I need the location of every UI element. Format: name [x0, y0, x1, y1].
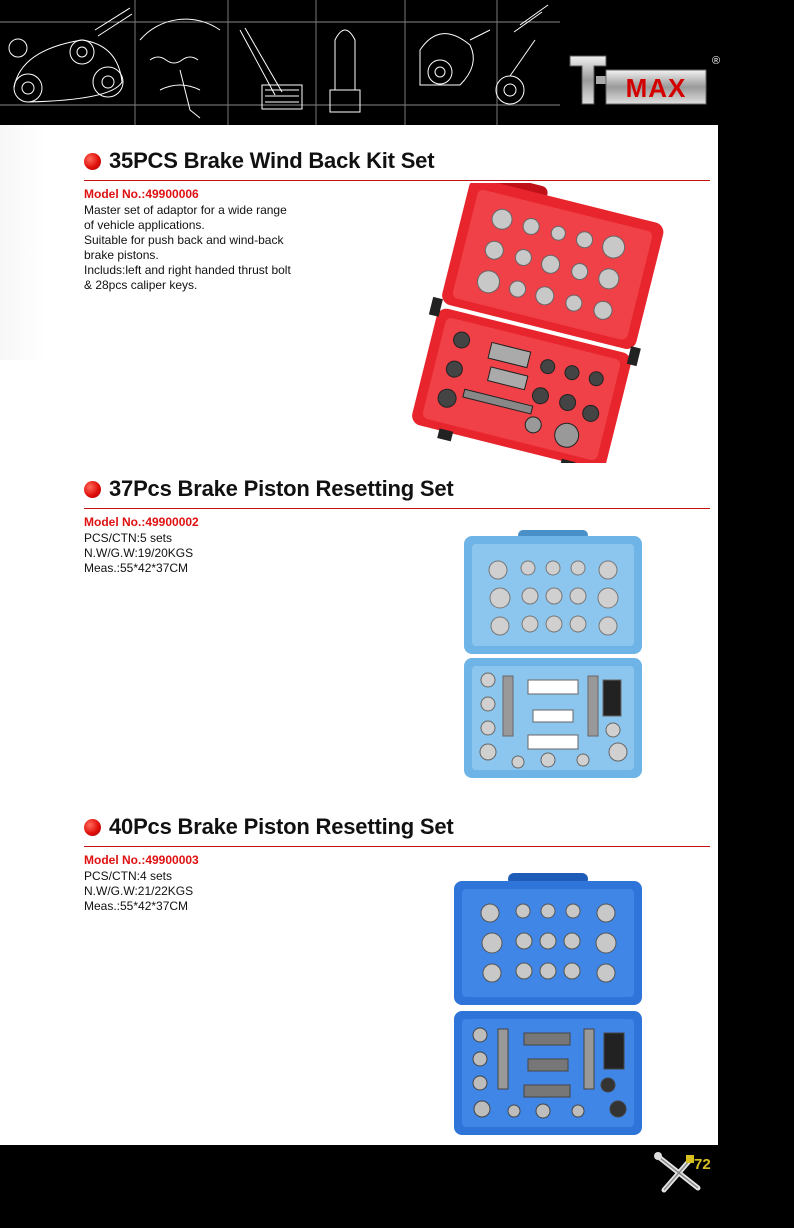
page-number: 72 [694, 1156, 711, 1173]
product-title: 40Pcs Brake Piston Resetting Set [84, 814, 454, 840]
model-number: Model No.:49900003 [84, 853, 199, 867]
title-divider [84, 846, 710, 847]
product-title: 37Pcs Brake Piston Resetting Set [84, 476, 454, 502]
title-divider [84, 180, 710, 181]
title-divider [84, 508, 710, 509]
product-title: 35PCS Brake Wind Back Kit Set [84, 148, 434, 174]
header-banner [0, 0, 794, 125]
tool-illustration-strip [0, 0, 560, 125]
red-bullet-icon [84, 153, 101, 170]
blue-tool-case-image [448, 873, 648, 1138]
catalog-page [0, 125, 718, 1145]
red-bullet-icon [84, 819, 101, 836]
t-max-logo [566, 44, 721, 116]
svg-text:®: ® [712, 55, 721, 67]
product-description: Master set of adaptor for a wide range of vehicle applications. Suitable for push back and wind-back brake pistons. Includs:left and right handed thrust bolt & 28pcs caliper keys. [84, 203, 291, 292]
red-bullet-icon [84, 481, 101, 498]
svg-text:MAX: MAX [625, 73, 687, 103]
model-number: Model No.:49900006 [84, 187, 199, 201]
red-tool-case-image [408, 183, 668, 463]
model-number: Model No.:49900002 [84, 515, 199, 529]
light-blue-tool-case-image [458, 530, 648, 782]
product-description: PCS/CTN:4 sets N.W/G.W:21/22KGS Meas.:55*42*37CM [84, 869, 194, 913]
product-description: PCS/CTN:5 sets N.W/G.W:19/20KGS Meas.:55*42*37CM [84, 531, 194, 575]
